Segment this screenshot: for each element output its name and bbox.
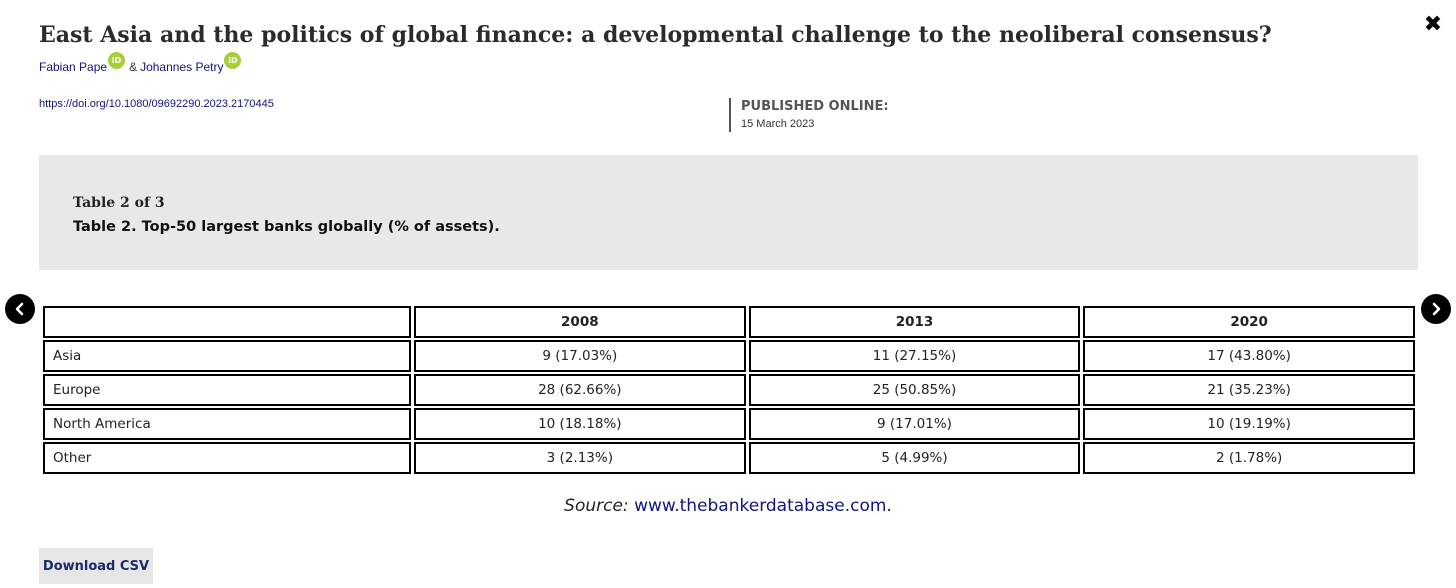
column-header-region — [43, 306, 411, 338]
value-cell: 25 (50.85%) — [749, 374, 1081, 406]
column-header-2008: 2008 — [414, 306, 746, 338]
value-cell: 2 (1.78%) — [1083, 442, 1415, 474]
column-header-2020: 2020 — [1083, 306, 1415, 338]
table-row — [43, 408, 1415, 440]
table-header-row — [43, 306, 1415, 338]
column-header-2013: 2013 — [749, 306, 1081, 338]
table-source — [0, 496, 1456, 516]
region-cell: Asia — [43, 340, 411, 372]
table-label: Table 2 of 3 — [73, 195, 165, 211]
chevron-left-icon — [13, 302, 27, 316]
value-cell: 9 (17.01%) — [749, 408, 1081, 440]
source-label: Source: — [564, 496, 629, 516]
download-csv-button[interactable]: Download CSV — [39, 548, 153, 584]
region-cell: Other — [43, 442, 411, 474]
chevron-right-icon — [1429, 302, 1443, 316]
close-icon: ✖ — [1423, 12, 1443, 37]
table-row — [43, 340, 1415, 372]
region-cell: Europe — [43, 374, 411, 406]
value-cell: 10 (19.19%) — [1083, 408, 1415, 440]
published-label: PUBLISHED ONLINE: — [741, 99, 889, 114]
table-row — [43, 374, 1415, 406]
value-cell: 3 (2.13%) — [414, 442, 746, 474]
region-cell: North America — [43, 408, 411, 440]
table-row — [43, 442, 1415, 474]
table-caption: Table 2. Top-50 largest banks globally (% of assets). — [73, 219, 500, 235]
value-cell: 28 (62.66%) — [414, 374, 746, 406]
source-suffix: . — [886, 496, 892, 516]
source-link[interactable]: www.thebankerdatabase.com — [634, 496, 887, 516]
author-link-petry[interactable]: Johannes Petry — [140, 59, 224, 74]
next-table-button[interactable] — [1421, 294, 1451, 324]
orcid-icon[interactable]: iD — [224, 52, 241, 69]
previous-table-button[interactable] — [5, 294, 35, 324]
value-cell: 9 (17.03%) — [414, 340, 746, 372]
value-cell: 21 (35.23%) — [1083, 374, 1415, 406]
orcid-icon[interactable]: iD — [108, 52, 125, 69]
author-separator: & — [129, 59, 138, 74]
author-link-pape[interactable]: Fabian Pape — [39, 59, 108, 74]
doi-link[interactable]: https://doi.org/10.1080/09692290.2023.2170445 — [39, 98, 274, 110]
close-button[interactable] — [1420, 12, 1446, 38]
banks-table — [40, 304, 1418, 476]
value-cell: 17 (43.80%) — [1083, 340, 1415, 372]
article-title: East Asia and the politics of global finance: a developmental challenge to the neoliberal consensus? — [39, 22, 1272, 48]
value-cell: 10 (18.18%) — [414, 408, 746, 440]
published-date: 15 March 2023 — [741, 118, 815, 130]
table-caption-box — [39, 155, 1418, 270]
value-cell: 5 (4.99%) — [749, 442, 1081, 474]
published-info — [729, 98, 889, 132]
author-list — [39, 58, 241, 75]
value-cell: 11 (27.15%) — [749, 340, 1081, 372]
